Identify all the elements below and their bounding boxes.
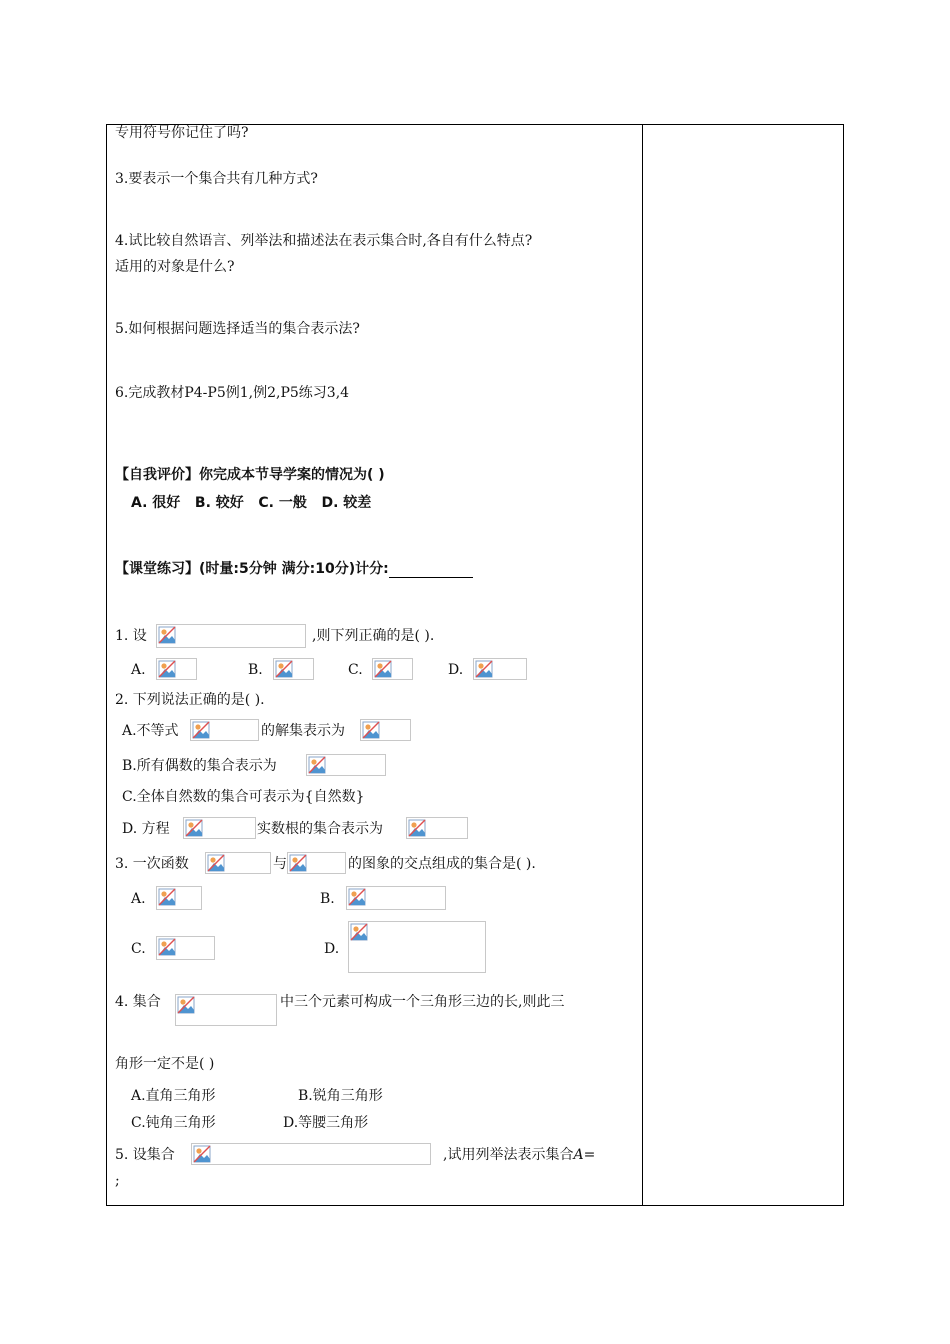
- question-4-line1: 4.试比较自然语言、列举法和描述法在表示集合时,各自有什么特点?: [115, 233, 533, 249]
- p4-stem-2: 中三个元素可构成一个三角形三边的长,则此三: [280, 994, 565, 1010]
- p4-option-c: C.钝角三角形: [131, 1115, 216, 1131]
- broken-image-icon: [207, 854, 225, 872]
- p1-option-c-image: [372, 658, 413, 680]
- p3-option-b: B.: [320, 891, 335, 907]
- broken-image-icon: [308, 756, 326, 774]
- question-4-line2: 适用的对象是什么?: [115, 259, 235, 275]
- p3-option-d: D.: [324, 941, 340, 957]
- p3-stem-3: 的图象的交点组成的集合是( ).: [348, 856, 536, 872]
- broken-image-icon: [158, 888, 176, 906]
- p3-function-2-image: [287, 852, 346, 874]
- p2-option-a-text2: 的解集表示为: [261, 723, 345, 739]
- p2-option-b-text: B.所有偶数的集合表示为: [122, 758, 277, 774]
- broken-image-icon: [158, 626, 176, 644]
- p1-option-a: A.: [131, 662, 146, 678]
- p5-set-image: [191, 1143, 431, 1165]
- broken-image-icon: [158, 938, 176, 956]
- self-evaluation-options: A. 很好 B. 较好 C. 一般 D. 较差: [131, 495, 372, 511]
- p3-option-d-image: [348, 921, 486, 973]
- p5-stem-2: [443, 1146, 595, 1164]
- column-divider: [642, 125, 643, 1205]
- broken-image-icon: [275, 660, 293, 678]
- broken-image-icon: [475, 660, 493, 678]
- broken-image-icon: [193, 1145, 211, 1163]
- p1-option-d-image: [473, 658, 527, 680]
- p4-stem-1: 4. 集合: [115, 994, 161, 1010]
- p4-set-image: [175, 994, 277, 1026]
- p1-formula-image: [156, 624, 306, 648]
- p5-set-name: A=: [573, 1147, 596, 1163]
- p3-option-c-image: [156, 936, 215, 960]
- p1-option-c: C.: [348, 662, 363, 678]
- question-3: 3.要表示一个集合共有几种方式?: [115, 171, 318, 187]
- broken-image-icon: [185, 819, 203, 837]
- p3-stem-2: 与: [273, 856, 287, 872]
- p1-stem-a: 1. 设: [115, 628, 147, 644]
- broken-image-icon: [348, 888, 366, 906]
- broken-image-icon: [177, 996, 195, 1014]
- p2-option-a-image2: [360, 719, 411, 741]
- broken-image-icon: [289, 854, 307, 872]
- p1-option-a-image: [156, 658, 197, 680]
- question-5: 5.如何根据问题选择适当的集合表示法?: [115, 321, 360, 337]
- self-evaluation-title: 【自我评价】你完成本节导学案的情况为( ): [115, 467, 385, 483]
- p1-stem-b: ,则下列正确的是( ).: [312, 628, 435, 644]
- p4-option-b: B.锐角三角形: [298, 1088, 383, 1104]
- broken-image-icon: [362, 721, 380, 739]
- p1-option-d: D.: [448, 662, 464, 678]
- broken-image-icon: [158, 660, 176, 678]
- p3-option-a: A.: [131, 891, 146, 907]
- p5-stem-2-text: ,试用列举法表示集合: [443, 1147, 574, 1163]
- broken-image-icon: [350, 923, 368, 941]
- p4-stem-line2: 角形一定不是( ): [115, 1056, 215, 1072]
- p3-option-a-image: [156, 886, 202, 910]
- p4-option-a: A.直角三角形: [131, 1088, 216, 1104]
- broken-image-icon: [408, 819, 426, 837]
- p2-option-b-image: [306, 754, 386, 776]
- question-6: 6.完成教材P4-P5例1,例2,P5练习3,4: [115, 385, 350, 401]
- broken-image-icon: [374, 660, 392, 678]
- p2-option-c-text: C.全体自然数的集合可表示为{自然数}: [122, 789, 365, 805]
- practice-title-text: 【课堂练习】(时量:5分钟 满分:10分)计分:: [115, 561, 389, 577]
- p2-option-d-image1: [183, 817, 256, 839]
- p3-function-1-image: [205, 852, 271, 874]
- p3-option-b-image: [346, 886, 446, 910]
- p1-option-b: B.: [248, 662, 263, 678]
- p5-stem-1: 5. 设集合: [115, 1147, 175, 1163]
- p3-stem-1: 3. 一次函数: [115, 856, 189, 872]
- p2-option-a-text1: A.不等式: [122, 723, 179, 739]
- score-blank: [389, 563, 473, 578]
- p2-option-a-image1: [190, 719, 259, 741]
- p2-option-d-text2: 实数根的集合表示为: [257, 821, 383, 837]
- question-2-continuation: 专用符号你记住了吗?: [115, 125, 249, 141]
- p2-option-d-text1: D. 方程: [122, 821, 170, 837]
- p2-stem: 2. 下列说法正确的是( ).: [115, 692, 265, 708]
- p3-option-c: C.: [131, 941, 146, 957]
- p4-option-d: D.等腰三角形: [283, 1115, 369, 1131]
- practice-title: [115, 560, 473, 578]
- p5-stem-line2: ;: [115, 1173, 120, 1189]
- p1-option-b-image: [273, 658, 314, 680]
- broken-image-icon: [192, 721, 210, 739]
- p2-option-d-image2: [406, 817, 468, 839]
